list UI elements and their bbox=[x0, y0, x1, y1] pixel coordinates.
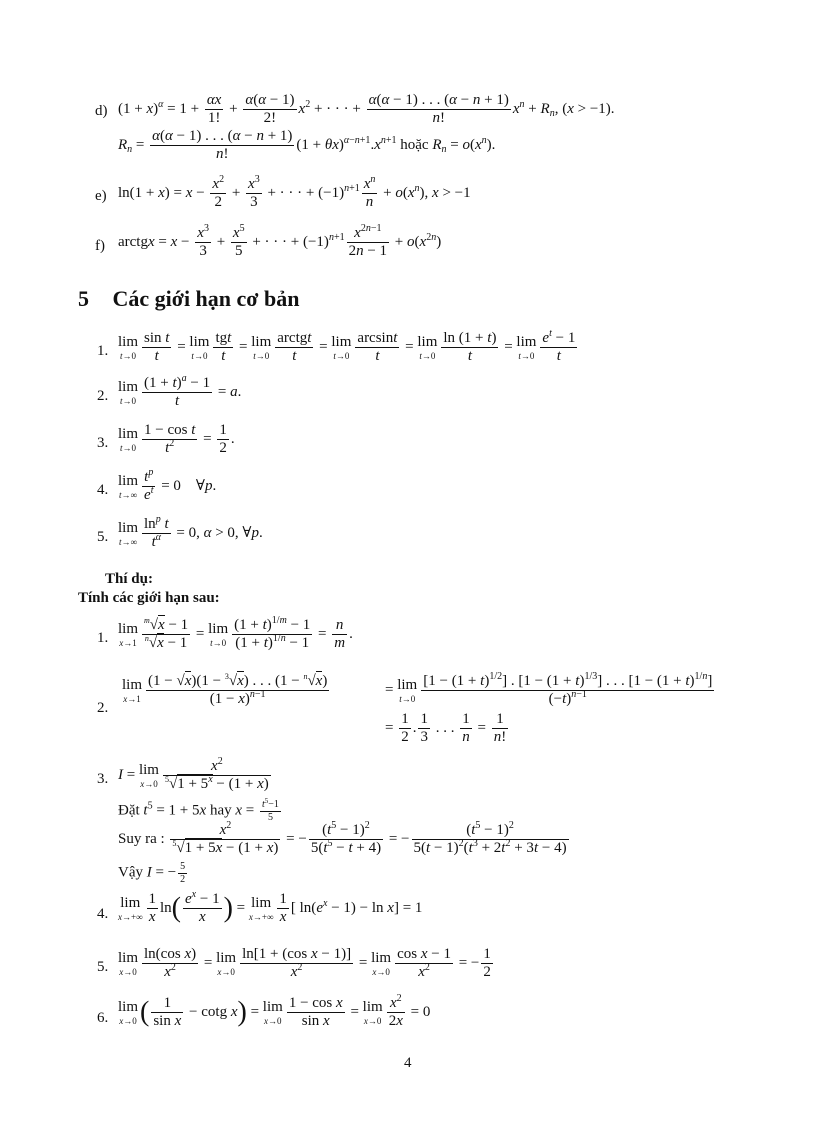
item-d-label: d) bbox=[95, 103, 108, 119]
word-dat: Đặt bbox=[118, 802, 140, 819]
word-vay: Vậy bbox=[118, 864, 143, 881]
example-4-formula: lim x→+∞ $\frac{1}{x}$ ln( $\frac{e^x - 1}{x}$ ) = lim x→+∞ $\frac{1}{x}$ [ $\ln(e^x - 1) - \ln x] = 1$ bbox=[118, 889, 423, 926]
limit-4-number: 4. bbox=[97, 482, 109, 498]
example-1-formula: lim x→1 $\frac{^m√x - 1}{^n√x - 1}$ = lim t→0 $\frac{(1 + t)^{1/m} - 1}{(1 + t)^{1/n} - 1}$ = $\frac{n}{m}$ . bbox=[118, 615, 353, 652]
section-heading bbox=[78, 286, 299, 312]
example-5-formula: lim x→0 $\frac{\text{ln(cos x)}}{x^2}$ = lim x→0 $\frac{\text{ln[1 + (cos x − 1)]}}{x^2}$ = lim x→0 $\frac{\text{cos x − 1}}{x^2}$ = − $\frac{1}{2}$ bbox=[118, 946, 491, 981]
example-1-number: 1. bbox=[97, 630, 109, 646]
word-hoac: hoặc bbox=[400, 137, 429, 154]
limit-1-number: 1. bbox=[97, 343, 109, 359]
example-3-number: 3. bbox=[97, 771, 109, 787]
example-instruction: Tính các giới hạn sau: bbox=[78, 590, 220, 606]
example-label: Thí dụ: bbox=[105, 571, 153, 587]
basic-limit-4: lim t→∞ $\frac{t^p}{e^t}$ = 0 ∀p. bbox=[118, 467, 217, 504]
limit-3-number: 3. bbox=[97, 435, 109, 451]
basic-limit-1: lim t→0 $\frac{\text{sin t}}{t}$ = lim t→0 $\frac{\text{tgt}}{t}$ = lim t→0 $\frac{\text{arctgt}}{t}$ = lim t→0 $\frac{\arcsin t}{t}$ = lim t→0 $\frac{\ln (1 + t)}{t}$ = lim t→0 $\frac{e^t - 1}{t}$ bbox=[118, 328, 576, 365]
item-f-label: f) bbox=[95, 238, 105, 254]
example-2-lhs: lim x→1 $\frac{(1 - √x)(1 - ^3√x) . . . (1 - ^n√x)}{(1 - x)^{n-1}}$ bbox=[122, 672, 328, 708]
example-3-derivation: Suy ra : $\frac{x^2}{^5√1 + 5x - (1 + x)}$ = − $\frac{(t^5 - 1)^2}{5(t^5 - t + 4)}$ = − $\frac{(t^5 - 1)^2}{5(t - 1)^2(t^3 + 2t^2 + 3t - 4)}$ bbox=[118, 820, 567, 857]
example-4-number: 4. bbox=[97, 906, 109, 922]
example-2-number: 2. bbox=[97, 700, 109, 716]
example-3-definition: I = lim x→0 $\frac{x^2}{^5√1 + 5^x - (1 + x)}$ bbox=[118, 756, 269, 793]
basic-limit-3: lim t→0 $\frac{\text{1 − cos t}}{t^2}$ = $\frac{1}{2}$ . bbox=[118, 422, 235, 457]
example-3-conclusion: Vậy I = − $\frac{5}{2}$ bbox=[118, 861, 186, 885]
limit-5-number: 5. bbox=[97, 529, 109, 545]
page-number: 4 bbox=[404, 1055, 412, 1071]
formula-d-remainder: $R_n$ = $\frac{\alpha(\alpha - 1) . . . (\alpha - n + 1)}{n!}$ $(1 + \theta x)^{\alpha-n+1}.x^{n+1}$ hoặc $R_n = o(x^n)$. bbox=[118, 128, 496, 163]
word-suy-ra: Suy ra : bbox=[118, 831, 165, 848]
item-e-label: e) bbox=[95, 188, 107, 204]
example-6-number: 6. bbox=[97, 1010, 109, 1026]
example-2-rhs: = lim t→0 $\frac{[1 - (1 + t)^{1/2}] . [1 - (1 + t)^{1/3}] . . . [1 - (1 + t)^{1/n}]}{(-t)^{n-1}}$ bbox=[385, 671, 713, 708]
basic-limit-5: lim t→∞ $\frac{\ln^p t}{t^\alpha}$ = 0, α > 0, ∀p. bbox=[118, 514, 263, 551]
formula-d-expansion: $(1 + x)^\alpha = 1$ + $\frac{\alpha x}{1!}$ + $\frac{\alpha(\alpha - 1)}{2!}$ $x^2$ + · · · + $\frac{\alpha(\alpha - 1) . . . (\alpha - n + 1)}{n!}$ $x^n + R_n$, (x > −1). bbox=[118, 92, 615, 127]
example-6-formula: lim x→0 ( $\frac{1}{\text{sin x}}$ − cotg x) = lim x→0 $\frac{\text{1 − cos x}}{\text{sin x}}$ = lim x→0 $\frac{x^2}{2x}$ = 0 bbox=[118, 993, 431, 1030]
basic-limit-2: lim t→0 $\frac{(1 + t)^a - 1}{t}$ = a. bbox=[118, 373, 242, 410]
section-title: Các giới hạn cơ bản bbox=[112, 286, 300, 311]
example-5-number: 5. bbox=[97, 959, 109, 975]
example-2-result: = $\frac{1}{2}$ . $\frac{1}{3}$ . . . $\frac{1}{n}$ = $\frac{1}{n!}$ bbox=[385, 711, 507, 746]
example-3-substitution: Đặt $t^5 = 1 + 5x$ hay x = $\frac{t^5-1}{5}$ bbox=[118, 797, 279, 823]
section-number: 5 bbox=[78, 286, 89, 311]
word-hay: hay bbox=[209, 802, 232, 819]
formula-e-ln: ln(1 + x) = x − $\frac{x^2}{2}$ + $\frac{x^3}{3}$ + · · · + $(-1)^{n+1}$ $\frac{x^n}{n}$ + $o(x^n)$, x > −1 bbox=[118, 174, 471, 211]
limit-2-number: 2. bbox=[97, 388, 109, 404]
formula-f-arctg: arctgx = x − $\frac{x^3}{3}$ + $\frac{x^5}{5}$ + · · · + $(-1)^{n+1}$ $\frac{x^{2n-1}}{2n - 1}$ + $o(x^{2n})$ bbox=[118, 223, 442, 260]
